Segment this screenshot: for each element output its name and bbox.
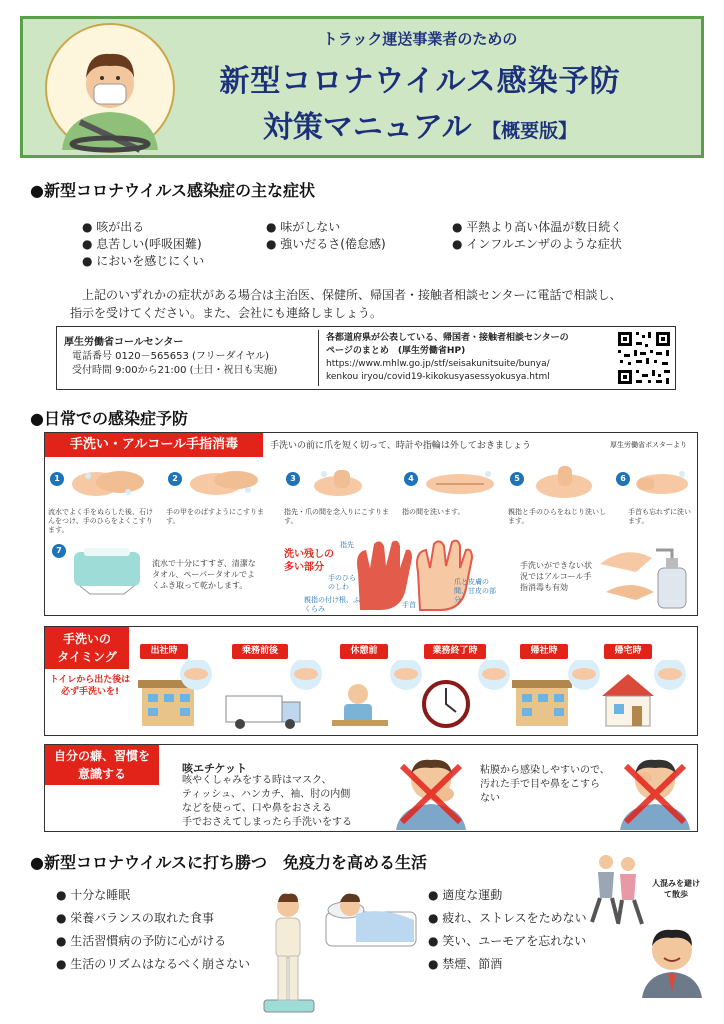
step-7-text: 流水で十分にすすぎ、清潔なタオル、ペーパータオルでよくふき取って乾かします。	[152, 559, 256, 590]
timing-tag: 手洗いのタイミング	[45, 627, 129, 669]
consultation-info: 各都道府県が公表している、帰国者・接触者相談センターの ページのまとめ (厚生労働省HP) https://www.mhlw.go.jp/stf/seisakunitsuite/bunya/ kenkou iryou/covid19-kikokusyasessyokusya.html	[326, 332, 616, 384]
label-fingertips: 指先	[340, 541, 354, 549]
consultation-url[interactable]: https://www.mhlw.go.jp/stf/seisakunitsuite/bunya/	[326, 359, 550, 369]
symptoms-advice: 上記のいずれかの症状がある場合は主治医、保健所、帰国者・接触者相談センターに電話で相談し、 指示を受けてください。また、会社にも連絡しましょう。	[70, 288, 622, 320]
eye-rubbing-person-icon	[616, 750, 694, 830]
page-title-line2	[190, 102, 650, 146]
timing-label-end-of-work: 業務終了時	[424, 644, 486, 659]
list-item: ● インフルエンザのような症状	[452, 237, 622, 251]
list-item: ● 適度な運動	[428, 888, 503, 902]
call-center-name: 厚生労働省コールセンター	[64, 337, 184, 348]
call-center-hours: 受付時間 9:00から21:00 (土日・祝日も実施)	[72, 365, 278, 376]
step-4: 4 指の間を洗います。	[402, 464, 502, 534]
step-3: 3 指先・爪の間を念入りにこすります。	[284, 464, 394, 534]
list-item: ● においを感じにくい	[82, 254, 205, 268]
header-subtitle: トラック運送事業者のための	[322, 30, 518, 48]
paper-towel-icon	[70, 546, 146, 596]
timing-label-return-home: 帰宅時	[604, 644, 652, 659]
list-item: ● 息苦しい(呼吸困難)	[82, 237, 202, 251]
list-item: ● 味がしない	[266, 220, 341, 234]
list-item: ● 生活のリズムはなるべく崩さない	[56, 957, 251, 971]
symptoms-col1	[82, 218, 204, 269]
page-title: 新型コロナウイルス感染予防	[219, 64, 621, 99]
consultation-url[interactable]: kenkou iryou/covid19-kikokusyasessyokusya.html	[326, 372, 550, 382]
handwash-note: 手洗いの前に爪を短く切って、時計や指輪は外しておきましょう	[270, 441, 531, 451]
list-item: ● 生活習慣病の予防に心がける	[56, 934, 227, 948]
crowd-note: 人混みを避けて散歩	[652, 879, 700, 899]
toilet-handwash-note: トイレから出た後は必ず手洗いを!	[49, 675, 131, 697]
contact-divider	[318, 330, 319, 386]
poster-credit: 厚生労働省ポスターより	[610, 441, 687, 449]
step-7-number: 7	[52, 544, 66, 558]
clock-icon	[424, 682, 468, 726]
hand-wash-icon	[304, 466, 384, 500]
label-wrist: 手首	[402, 601, 416, 609]
step-6: 6 手首も忘れずに洗います。	[614, 464, 694, 534]
smiling-man-icon	[640, 922, 704, 998]
title-tag: 【概要版】	[482, 120, 578, 142]
label-nail-cuticle: 爪と皮膚の間、甘皮の部分	[454, 578, 496, 604]
symptoms-col2	[266, 218, 386, 252]
timing-label-before-break: 休憩前	[340, 644, 388, 659]
house-icon	[602, 674, 654, 726]
list-item: ● 禁煙、節酒	[428, 957, 503, 971]
step-5: 5 親指と手のひらをねじり洗いします。	[508, 464, 608, 534]
step-2: 2 手の甲をのばすようにこすります。	[166, 464, 276, 534]
timing-label-return-office: 帰社時	[520, 644, 568, 659]
hand-wash-icon	[186, 466, 266, 500]
list-item: ● 十分な睡眠	[56, 888, 131, 902]
hand-wash-icon	[422, 466, 500, 500]
immunity-left-list	[56, 886, 250, 978]
hand-wash-icon	[528, 464, 606, 502]
step-1: 1 流水でよく手をぬらした後、石けんをつけ、手のひらをよくこすります。	[48, 464, 158, 534]
list-item: ● 強いだるさ(倦怠感)	[266, 237, 386, 251]
list-item: ● 咳が出る	[82, 220, 145, 234]
meal-icon	[332, 684, 388, 726]
label-thumb-base: 親指の付け根、ふくらみ	[304, 596, 360, 613]
qr-code[interactable]	[616, 330, 672, 386]
handwash-tag: 手洗い・アルコール手指消毒	[45, 433, 263, 457]
mucous-text: 粘膜から感染しやすいので、 汚れた手で目や鼻をこすら ない	[480, 765, 610, 804]
truck-icon	[226, 696, 300, 729]
list-item: ● 笑い、ユーモアを忘れない	[428, 934, 587, 948]
list-item: ● 平熱より高い体温が数日続く	[452, 220, 623, 234]
cough-etiquette-text: 咳やくしゃみをする時はマスク、 ティッシュ、ハンカチ、袖、肘の内側 などを使って、口や鼻をおさえる 手でおさえてしまったら手洗いをする	[182, 775, 352, 828]
sanitizer-icon	[596, 538, 694, 612]
driver-illustration	[44, 22, 176, 154]
timing-label-arrival: 出社時	[140, 644, 188, 659]
call-center-phone: 電話番号 0120－565653 (フリーダイヤル)	[72, 351, 270, 362]
hand-wash-icon	[632, 466, 694, 500]
symptoms-col3	[452, 218, 622, 252]
list-item: ● 栄養バランスの取れた食事	[56, 911, 214, 925]
office-icon	[512, 680, 572, 726]
immunity-heading: ●新型コロナウイルスに打ち勝つ 免疫力を高める生活	[30, 853, 428, 872]
alcohol-text: 手洗いができない状況ではアルコール手指消毒も有効	[520, 561, 592, 592]
title-main: 対策マニュアル	[262, 110, 472, 145]
cough-person-icon	[392, 750, 470, 830]
hand-wash-icon	[68, 466, 148, 500]
list-item: ● 疲れ、ストレスをためない	[428, 911, 587, 925]
habit-tag: 自分の癖、習慣を意識する	[45, 745, 159, 785]
handwash-steps	[48, 464, 694, 534]
call-center-info	[64, 336, 314, 378]
timing-illustrations	[136, 660, 696, 732]
scale-person-icon	[256, 890, 320, 1014]
immunity-right-list	[428, 886, 587, 978]
missed-title: 洗い残しの多い部分	[284, 549, 334, 573]
timing-label-before-after-driving: 乗務前後	[232, 644, 288, 659]
cough-etiquette-title: 咳エチケット	[182, 762, 248, 775]
prevention-heading: ●日常での感染症予防	[30, 409, 188, 428]
symptoms-heading: ●新型コロナウイルス感染症の主な症状	[30, 181, 316, 200]
sleeping-person-icon	[322, 880, 418, 950]
walking-people-icon	[584, 852, 650, 926]
label-palm-creases: 手のひらのしわ	[328, 574, 356, 591]
